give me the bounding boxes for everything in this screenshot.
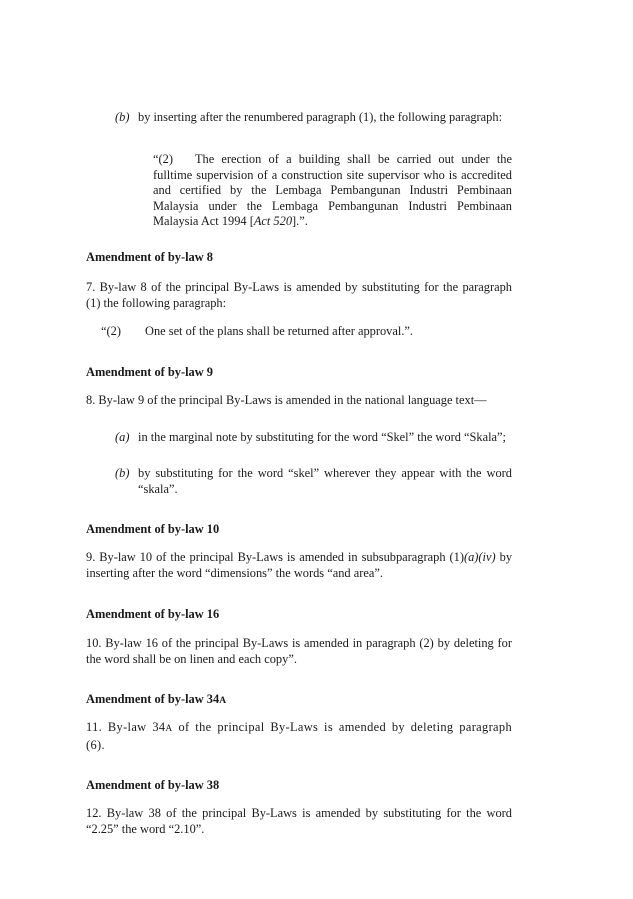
para-7: 7. By-law 8 of the principal By-Laws is amended by substituting for the paragraph (1) the following paragraph: bbox=[86, 280, 512, 310]
para-9 bbox=[86, 550, 512, 581]
para-8: 8. By-law 9 of the principal By-Laws is amended in the national language text— bbox=[86, 393, 487, 407]
item-a-text: in the marginal note by substituting for the word “Skel” the word “Skala”; bbox=[138, 430, 506, 444]
item-b2-text: by substituting for the word “skel” wherever they appear with the word “skala”. bbox=[138, 466, 512, 496]
para-11 bbox=[86, 720, 512, 753]
item-b-text: by inserting after the renumbered paragraph (1), the following paragraph: bbox=[138, 110, 503, 124]
item-b2-label: (b) bbox=[115, 466, 130, 480]
heading-by-law-34a bbox=[86, 692, 226, 710]
quote-number: “(2) bbox=[153, 152, 173, 166]
para-9-text-1: 9. By-law 10 of the principal By-Laws is amended in subsubparagraph (1) bbox=[86, 550, 464, 564]
para-9-ref: (a)(iv) bbox=[463, 550, 496, 564]
heading-by-law-16: Amendment of by-law 16 bbox=[86, 607, 220, 621]
heading-34a-suffix: A bbox=[219, 696, 227, 706]
heading-by-law-10: Amendment of by-law 10 bbox=[86, 522, 220, 536]
heading-by-law-38: Amendment of by-law 38 bbox=[86, 778, 220, 792]
para-7-quote-text: One set of the plans shall be returned after approval.”. bbox=[145, 324, 414, 338]
para-11-pre: 11. By-law 34 bbox=[86, 720, 166, 734]
item-b-label: (b) bbox=[115, 110, 130, 124]
para-9-text-2: by inserting after the word “dimensions” the words “and area”. bbox=[86, 550, 513, 580]
heading-34a-text: Amendment of by-law 34 bbox=[86, 692, 220, 706]
para-10: 10. By-law 16 of the principal By-Laws is amended in paragraph (2) by deleting for the word shall be on linen and each copy”. bbox=[86, 636, 512, 666]
quote-text-2: ].”. bbox=[292, 214, 308, 228]
para-7-quote-number: “(2) bbox=[101, 324, 121, 338]
act-reference: Act 520 bbox=[253, 214, 293, 228]
para-12: 12. By-law 38 of the principal By-Laws is amended by substituting for the word “2.25” the word “2.10”. bbox=[86, 806, 512, 836]
heading-by-law-8: Amendment of by-law 8 bbox=[86, 250, 213, 264]
para-11-suffix: A bbox=[165, 724, 173, 734]
quote-text-1: The erection of a building shall be carried out under the fulltime supervision of a construction site supervisor who is accredited and certified by the Lembaga Pembangunan Industri Pembinaan Malaysia under the Lembaga Pembangunan Industri Pembinaan Malaysia Act 1994 [ bbox=[153, 152, 512, 228]
heading-by-law-9: Amendment of by-law 9 bbox=[86, 365, 213, 379]
quoted-paragraph-2 bbox=[153, 152, 512, 230]
item-a-label: (a) bbox=[115, 430, 130, 444]
para-11-post: of the principal By-Laws is amended by deleting paragraph (6). bbox=[86, 720, 512, 752]
